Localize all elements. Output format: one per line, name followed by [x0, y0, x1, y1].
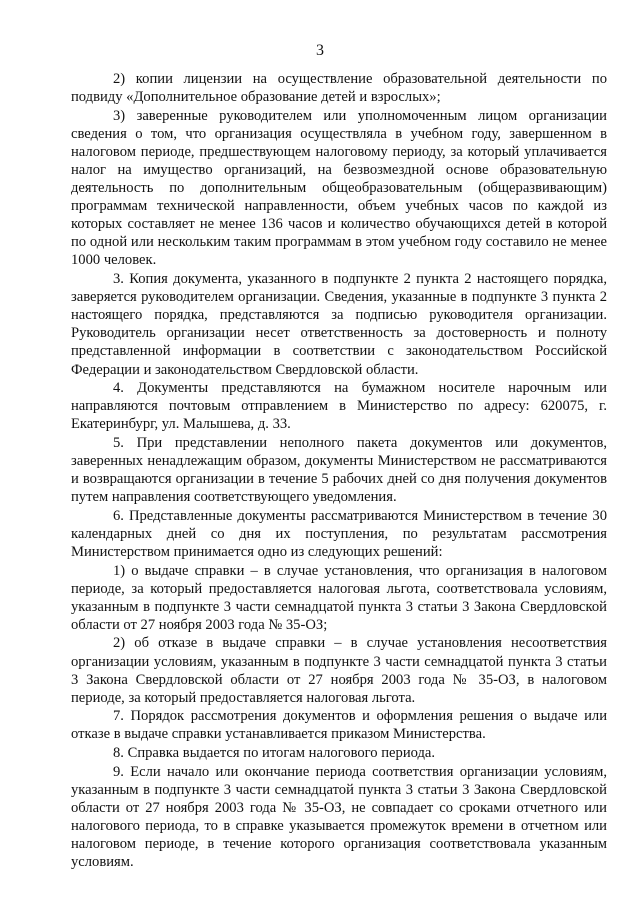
- paragraph: 2) об отказе в выдаче справки – в случае установления несоответствия организации условиям, указанным в подпункте 3 части семнадцатой пункта 3 статьи 3 Закона Свердловской области от 27 ноября 2003 года № 35-ОЗ, в налоговом периоде, за который предоставляется налоговая льгота.: [71, 635, 607, 706]
- page-number: 3: [316, 42, 324, 59]
- paragraph: 8. Справка выдается по итогам налогового периода.: [113, 744, 436, 761]
- paragraph: 5. При представлении неполного пакета документов или документов, заверенных ненадлежащим образом, документы Министерством не рассматриваются и возвращаются организации в течение 5 рабочих дней со дня получения документов путем направления соответствующего уведомления.: [71, 434, 607, 506]
- paragraph: 4. Документы представляются на бумажном носителе нарочным или направляются почтовым отправлением в Министерство по адресу: 620075, г. Екатеринбург, ул. Малышева, д. 33.: [71, 380, 607, 433]
- paragraph: 3) заверенные руководителем или уполномоченным лицом организации сведения о том, что организация осуществляла в учебном году, завершенном в налоговом периоде, предшествующем налоговому периоду, за который уплачивается налог на имущество организаций, на безвозмездной основе образовательную деятельность по дополнительным общеобразовательным (общеразвивающим) программам технической направленности, объем учебных часов по каждой из которых составляет не менее 136 часов и количество обучающихся детей в которой по одной или нескольким таким программам в этом учебном году составило не менее 1000 человек.: [71, 107, 607, 269]
- paragraph: 2) копии лицензии на осуществление образовательной деятельности по подвиду «Дополнительное образование детей и взрослых»;: [71, 71, 607, 106]
- paragraph: 6. Представленные документы рассматриваются Министерством в течение 30 календарных дней со дня их поступления, по результатам рассмотрения Министерством принимается одно из следующих решений:: [71, 507, 607, 560]
- paragraph: 7. Порядок рассмотрения документов и оформления решения о выдаче или отказе в выдаче справки устанавливается приказом Министерства.: [71, 708, 607, 743]
- paragraph: 9. Если начало или окончание периода соответствия организации условиям, указанным в подпункте 3 части семнадцатой пункта 3 статьи 3 Закона Свердловской области от 27 ноября 2003 года № 35-ОЗ, не совпадает со сроками отчетного или налогового периода, то в справке указывается промежуток времени в отчетном или налоговом периоде, в течение которого организация соответствовала указанным условиям.: [71, 763, 607, 871]
- paragraph: 3. Копия документа, указанного в подпункте 2 пункта 2 настоящего порядка, заверяется руководителем организации. Сведения, указанные в подпункте 3 пункта 2 настоящего порядка, представляются за подписью руководителя организации. Руководитель организации несет ответственность за достоверность и полноту представленной информации в соответствии с законодательством Российской Федерации и законодательством Свердловской области.: [71, 271, 607, 378]
- document-body: [71, 70, 607, 872]
- paragraph: 1) о выдаче справки – в случае установления, что организация в налоговом периоде, за который предоставляется налоговая льгота, соответствовала условиям, указанным в подпункте 3 части семнадцатой пункта 3 статьи 3 Закона Свердловской области от 27 ноября 2003 года № 35-ОЗ;: [71, 562, 607, 633]
